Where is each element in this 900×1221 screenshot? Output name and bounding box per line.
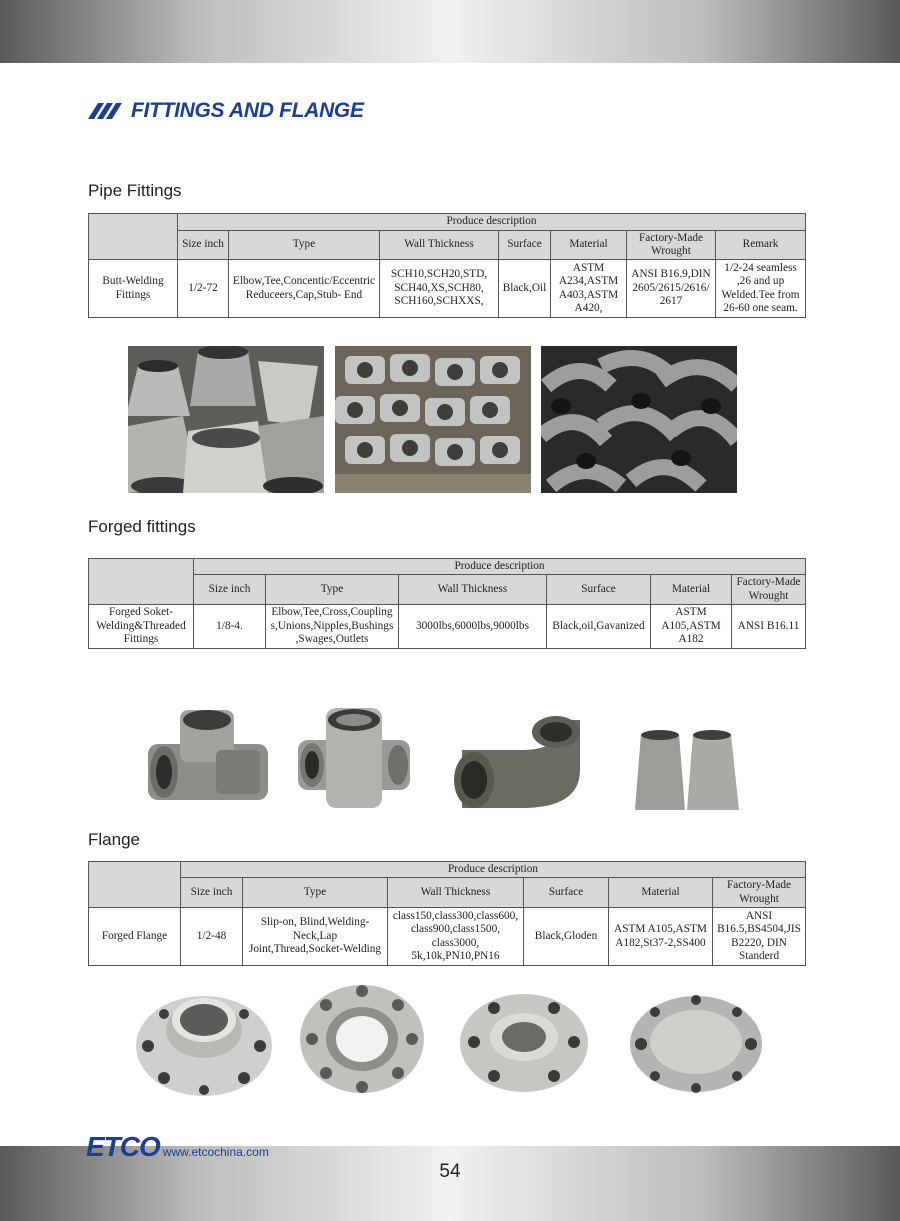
column-header: Factory-Made Wrought: [732, 575, 806, 605]
flange-table: [88, 861, 806, 966]
cell-line: class150,class300,class600,: [392, 909, 519, 922]
table-row: [89, 605, 806, 649]
row-label: Forged Flange: [89, 908, 181, 966]
group-header: Produce description: [194, 559, 806, 575]
table-row: [89, 908, 806, 966]
column-header: Surface: [524, 878, 609, 908]
weld-neck-flange-photo: [134, 990, 274, 1098]
size-cell: 1/2-72: [178, 260, 229, 318]
column-header: Wall Thickness: [388, 878, 524, 908]
stripes-icon: [88, 102, 126, 120]
column-header: Factory-Made Wrought: [713, 878, 806, 908]
column-header: Type: [266, 575, 399, 605]
type-cell: [243, 908, 388, 966]
blind-flange-photo: [629, 994, 763, 1094]
logo-text: ETCO: [86, 1131, 160, 1162]
surface-cell: Black,Gloden: [524, 908, 609, 966]
table-corner-cell: [89, 214, 178, 260]
forged-swage-photo: [635, 730, 745, 812]
surface-cell: Black,Oil: [499, 260, 551, 318]
cell-line: Forged Soket-: [108, 606, 174, 619]
size-cell: 1/2-48: [181, 908, 243, 966]
cell-line: B2220, DIN: [731, 936, 787, 949]
section-heading: [88, 96, 364, 126]
slip-on-flange-photo: [458, 992, 590, 1094]
website-link[interactable]: www.etcochina.com: [162, 1145, 269, 1159]
surface-cell: Black,oil,Gavanized: [547, 605, 651, 649]
cell-line: ANSI B16.9,DIN: [631, 268, 711, 281]
forged-elbow-photo: [452, 710, 580, 808]
cell-line: A182,St37-2,SS400: [615, 936, 706, 949]
cell-line: 1/2-24 seamless: [724, 261, 797, 274]
row-label: [89, 605, 194, 649]
pipe-fittings-table: [88, 213, 806, 318]
cell-line: Fittings: [123, 633, 159, 646]
forged-cross-photo: [298, 706, 410, 810]
cell-line: ASTM: [675, 606, 707, 619]
column-header: Material: [651, 575, 732, 605]
type-cell: Elbow,Tee,Concentic/Eccentric Reduceers,Cap,Stub- End: [229, 260, 380, 318]
cell-line: SCH10,SCH20,STD,: [390, 268, 488, 281]
column-header: Size inch: [181, 878, 243, 908]
table-corner-cell: [89, 559, 194, 605]
group-header: Produce description: [181, 862, 806, 878]
wrought-cell: ANSI B16.11: [732, 605, 806, 649]
cell-line: B16.5,BS4504,JIS: [717, 923, 801, 935]
cell-line: 2605/2615/2616/: [632, 281, 710, 294]
column-header: Wall Thickness: [380, 231, 499, 260]
pipe-tees-photo: [335, 346, 531, 493]
cell-line: s,Unions,Nipples,Bushings: [270, 619, 394, 632]
table-corner-cell: [89, 862, 181, 908]
page-number: 54: [439, 1161, 461, 1182]
material-cell: [551, 260, 627, 318]
forged-fittings-title: Forged fittings: [88, 517, 196, 536]
wrought-cell: [627, 260, 716, 318]
cell-line: Standerd: [738, 950, 780, 962]
material-cell: [609, 908, 713, 966]
cell-line: SCH40,XS,SCH80,: [394, 281, 484, 294]
row-label: Butt-Welding Fittings: [89, 260, 178, 318]
cell-line: ASTM: [572, 261, 605, 274]
column-header: Surface: [547, 575, 651, 605]
group-header: Produce description: [178, 214, 806, 231]
column-header: Size inch: [178, 231, 229, 260]
cell-line: Welded.Tee from: [721, 288, 800, 301]
forged-tee-photo: [146, 706, 270, 810]
cell-line: ,26 and up: [736, 275, 785, 287]
column-header: Type: [229, 231, 380, 260]
material-cell: [651, 605, 732, 649]
remark-cell: [716, 260, 806, 318]
cell-line: Welding&Threaded: [96, 619, 186, 632]
cell-line: A234,ASTM: [558, 275, 619, 287]
wall-cell: [388, 908, 524, 966]
page-title: FITTINGS AND FLANGE: [131, 99, 364, 122]
cell-line: class900,class1500,: [410, 923, 501, 935]
column-header: Material: [551, 231, 627, 260]
cell-line: A182: [678, 633, 704, 646]
cell-line: 5k,10k,PN10,PN16: [411, 950, 500, 962]
wall-cell: 3000lbs,6000lbs,9000lbs: [399, 605, 547, 649]
cell-line: 26-60 one seam.: [723, 302, 798, 314]
cell-line: A105,ASTM: [661, 619, 721, 632]
cell-line: Elbow,Tee,Cross,Coupling: [271, 606, 393, 619]
cell-line: Slip-on, Blind,Welding-: [260, 916, 370, 929]
cell-line: class3000,: [431, 936, 480, 949]
cell-line: Joint,Thread,Socket-Welding: [248, 943, 382, 956]
cell-line: ,Swages,Outlets: [295, 633, 369, 646]
size-cell: 1/8-4.: [194, 605, 266, 649]
cell-line: ANSI: [745, 909, 773, 922]
column-header: Size inch: [194, 575, 266, 605]
column-header: Remark: [716, 231, 806, 260]
column-header: Wall Thickness: [399, 575, 547, 605]
type-cell: [266, 605, 399, 649]
column-header: Material: [609, 878, 713, 908]
cell-line: ASTM A105,ASTM: [614, 923, 707, 935]
column-header: Factory-Made Wrought: [627, 231, 716, 260]
cell-line: 2617: [659, 295, 683, 308]
table-row: [89, 260, 806, 318]
flange-title: Flange: [88, 830, 140, 849]
column-header: Type: [243, 878, 388, 908]
pipe-elbows-photo: [541, 346, 737, 493]
forged-fittings-table: [88, 558, 806, 649]
cell-line: SCH160,SCHXXS,: [394, 295, 484, 308]
cell-line: A420,: [574, 302, 603, 314]
wall-cell: [380, 260, 499, 318]
pipe-reducers-photo: [128, 346, 324, 493]
header-band: [0, 0, 900, 63]
cell-line: Neck,Lap: [292, 929, 338, 942]
wrought-cell: [713, 908, 806, 966]
footer-logo: [86, 1131, 269, 1163]
cell-line: A403,ASTM: [558, 288, 619, 301]
pipe-fittings-title: Pipe Fittings: [88, 181, 182, 200]
column-header: Surface: [499, 231, 551, 260]
lap-flange-photo: [298, 983, 426, 1095]
